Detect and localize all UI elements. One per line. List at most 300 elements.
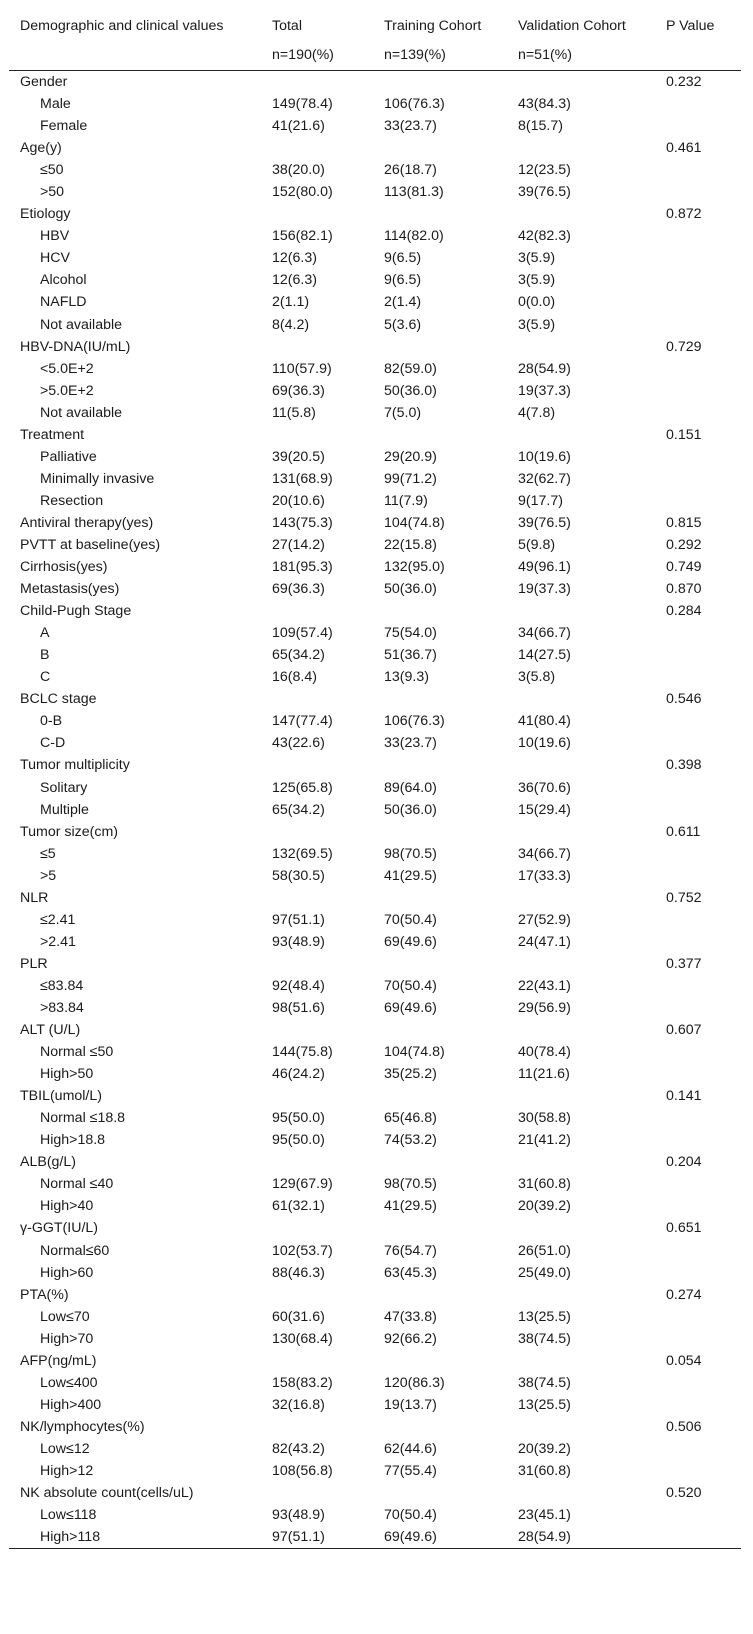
table-row (9, 468, 741, 490)
cell-training: 92(66.2) (384, 1330, 437, 1347)
row-label: Not available (40, 316, 123, 333)
cell-validation: 3(5.9) (518, 316, 556, 333)
cell-total: 2(1.1) (272, 294, 310, 311)
table-row (9, 997, 741, 1019)
row-label: Tumor size(cm) (20, 823, 118, 840)
cell-p-value: 0.151 (666, 426, 702, 443)
cell-p-value: 0.872 (666, 206, 702, 223)
cell-validation (507, 1217, 655, 1239)
table-row (9, 1085, 741, 1107)
table-row (9, 1328, 741, 1350)
cell-training: 120(86.3) (384, 1374, 445, 1391)
table-row (9, 402, 741, 424)
cell-p-value (655, 865, 741, 887)
row-label: Low≤400 (40, 1374, 98, 1391)
row-label: High>12 (40, 1462, 94, 1479)
cell-training (373, 424, 507, 446)
cell-p-value (655, 799, 741, 821)
cell-p-value (655, 997, 741, 1019)
cell-training: 69(49.6) (384, 999, 437, 1016)
table-row (9, 688, 741, 710)
row-label: BCLC stage (20, 691, 97, 708)
cell-total: 93(48.9) (272, 1507, 325, 1524)
cell-total: 144(75.8) (272, 1044, 333, 1061)
cell-total: 152(80.0) (272, 184, 333, 201)
row-label: C (40, 669, 51, 686)
table-row (9, 1284, 741, 1306)
cell-total: 156(82.1) (272, 228, 333, 245)
cell-validation: 13(25.5) (518, 1396, 571, 1413)
table-row (9, 269, 741, 291)
row-label: High>400 (40, 1396, 102, 1413)
cell-p-value: 0.729 (666, 338, 702, 355)
cell-p-value (655, 159, 741, 181)
cell-p-value: 0.292 (666, 537, 702, 553)
cell-training (373, 688, 507, 710)
cell-p-value: 0.815 (666, 514, 702, 531)
cell-validation: 34(66.7) (518, 625, 571, 642)
cell-p-value (655, 622, 741, 644)
table-row (9, 336, 741, 358)
row-label: ALT (U/L) (20, 1022, 81, 1039)
cell-validation: 20(39.2) (518, 1198, 571, 1215)
row-label: PTA(%) (20, 1286, 69, 1303)
row-label: Low≤12 (40, 1440, 90, 1457)
cell-training: 99(71.2) (384, 470, 437, 487)
row-label: TBIL(umol/L) (20, 1088, 102, 1105)
cell-total: 108(56.8) (272, 1462, 333, 1479)
cell-total: 92(48.4) (272, 977, 325, 994)
row-label: Palliative (40, 448, 97, 465)
cell-training: 9(6.5) (384, 272, 422, 289)
table-row (9, 710, 741, 732)
cell-training: 29(20.9) (384, 448, 437, 465)
cell-validation: 9(17.7) (518, 492, 563, 509)
table-row (9, 1063, 741, 1085)
table-row (9, 821, 741, 843)
cell-total: 60(31.6) (272, 1308, 325, 1325)
row-label: NK absolute count(cells/uL) (20, 1485, 194, 1502)
table-row (9, 600, 741, 622)
cell-total: 93(48.9) (272, 933, 325, 950)
cell-total (261, 1284, 373, 1306)
row-label: PVTT at baseline(yes) (20, 537, 161, 553)
cell-validation: 3(5.8) (518, 669, 556, 686)
table-row (9, 1394, 741, 1416)
cell-training: 114(82.0) (384, 228, 444, 245)
cell-training (373, 203, 507, 225)
cell-p-value (655, 975, 741, 997)
table-row (9, 380, 741, 402)
table-row (9, 225, 741, 247)
cell-total: 27(14.2) (272, 537, 325, 553)
cell-total: 58(30.5) (272, 867, 325, 884)
cell-total: 158(83.2) (272, 1374, 333, 1391)
cell-training: 50(36.0) (384, 581, 437, 598)
cell-validation: 27(52.9) (518, 911, 571, 928)
cell-p-value: 0.749 (666, 559, 702, 576)
table-row (9, 953, 741, 975)
cell-validation: 3(5.9) (518, 272, 556, 289)
table-row (9, 799, 741, 821)
cell-training: 65(46.8) (384, 1110, 437, 1127)
cell-total (261, 754, 373, 776)
cell-total (261, 600, 373, 622)
cell-total: 65(34.2) (272, 647, 325, 664)
cell-p-value (655, 314, 741, 336)
cell-total: 95(50.0) (272, 1132, 325, 1149)
row-label: HBV-DNA(IU/mL) (20, 338, 131, 355)
cell-total: 46(24.2) (272, 1066, 325, 1083)
header-p-value: P Value (666, 18, 715, 34)
cell-total (261, 1217, 373, 1239)
cell-p-value (655, 402, 741, 424)
cell-total (261, 1416, 373, 1438)
cell-validation: 19(37.3) (518, 382, 571, 399)
cell-training: 62(44.6) (384, 1440, 437, 1457)
count-variable (9, 44, 261, 71)
table-row (9, 490, 741, 512)
cell-training: 132(95.0) (384, 559, 445, 576)
cell-total: 41(21.6) (272, 118, 325, 135)
cell-validation: 11(21.6) (518, 1066, 570, 1083)
cell-p-value (655, 931, 741, 953)
cell-p-value (655, 1195, 741, 1217)
cell-p-value: 0.752 (666, 889, 702, 906)
cell-training (373, 71, 507, 94)
table-body (9, 71, 741, 1549)
row-label: C-D (40, 735, 66, 752)
table-row (9, 1019, 741, 1041)
cell-total: 97(51.1) (261, 1526, 373, 1549)
table-row (9, 843, 741, 865)
cell-p-value (655, 1173, 741, 1195)
row-label: NLR (20, 889, 49, 906)
table-row (9, 1438, 741, 1460)
table-row (9, 181, 741, 203)
cell-validation: 38(74.5) (518, 1374, 571, 1391)
cell-p-value (655, 666, 741, 688)
table-row (9, 1217, 741, 1239)
cell-total: 20(10.6) (272, 492, 325, 509)
cell-training (373, 953, 507, 975)
cell-p-value (655, 1526, 741, 1549)
table-row (9, 909, 741, 931)
cell-validation: 23(45.1) (518, 1507, 571, 1524)
row-label: >5 (40, 867, 57, 884)
cell-total: 38(20.0) (272, 162, 325, 179)
cell-total (261, 1085, 373, 1107)
cell-total (261, 1151, 373, 1173)
cell-p-value (655, 1460, 741, 1482)
cell-training: 50(36.0) (384, 382, 437, 399)
table-row (9, 666, 741, 688)
cell-total: 65(34.2) (272, 801, 325, 818)
cell-training: 5(3.6) (384, 316, 422, 333)
cell-training: 104(74.8) (384, 514, 445, 531)
table-row (9, 1239, 741, 1261)
row-label: Minimally invasive (40, 470, 155, 487)
table-row (9, 534, 741, 556)
row-label: Solitary (40, 779, 88, 796)
cell-training (373, 336, 507, 358)
cell-p-value (655, 1262, 741, 1284)
cell-validation (507, 887, 655, 909)
row-label: Normal ≤40 (40, 1176, 114, 1193)
cell-total: 39(20.5) (272, 448, 325, 465)
header-validation: Validation Cohort (518, 18, 626, 34)
row-label: Gender (20, 74, 68, 91)
header-variable: Demographic and clinical values (20, 18, 224, 34)
row-label: Tumor multiplicity (20, 757, 130, 774)
count-p-value (655, 44, 741, 71)
row-label: Treatment (20, 426, 85, 443)
cell-validation (507, 1416, 655, 1438)
cell-validation: 12(23.5) (518, 162, 571, 179)
cell-total (261, 688, 373, 710)
cell-total: 32(16.8) (272, 1396, 325, 1413)
table-row (9, 1526, 741, 1549)
table-row (9, 1195, 741, 1217)
cell-training: 106(76.3) (384, 96, 445, 113)
row-label: AFP(ng/mL) (20, 1352, 97, 1369)
cell-total: 181(95.3) (272, 559, 333, 576)
row-label: Etiology (20, 206, 71, 223)
row-label: Male (40, 96, 71, 113)
cell-validation (507, 1019, 655, 1041)
cell-total: 61(32.1) (272, 1198, 325, 1215)
cell-training: 35(25.2) (384, 1066, 437, 1083)
cell-total: 82(43.2) (272, 1440, 325, 1457)
cell-training: 69(49.6) (384, 933, 437, 950)
cell-total: 11(5.8) (272, 404, 316, 421)
cell-p-value (655, 843, 741, 865)
cell-total: 88(46.3) (272, 1264, 325, 1281)
cell-p-value (655, 1372, 741, 1394)
cell-p-value: 0.377 (666, 955, 702, 972)
row-label: Alcohol (40, 272, 87, 289)
row-label: Normal ≤18.8 (40, 1110, 126, 1127)
cell-p-value: 0.054 (666, 1352, 702, 1369)
cell-p-value (655, 644, 741, 666)
cell-training: 70(50.4) (384, 977, 437, 994)
cell-p-value (655, 1306, 741, 1328)
cell-validation: 13(25.5) (518, 1308, 571, 1325)
table-row (9, 1504, 741, 1526)
cell-training: 104(74.8) (384, 1044, 445, 1061)
cell-p-value (655, 247, 741, 269)
cell-p-value: 0.607 (666, 1022, 702, 1039)
table-row (9, 203, 741, 225)
cell-p-value: 0.870 (666, 581, 702, 598)
table-row (9, 247, 741, 269)
cell-total: 143(75.3) (272, 514, 333, 531)
cell-validation: 24(47.1) (518, 933, 571, 950)
cell-validation: 28(54.9) (518, 360, 571, 377)
row-label: <5.0E+2 (40, 360, 94, 377)
cell-training: 33(23.7) (384, 735, 437, 752)
cell-total (261, 1350, 373, 1372)
cell-total: 43(22.6) (272, 735, 325, 752)
row-label: PLR (20, 955, 48, 972)
cell-validation: 39(76.5) (518, 184, 571, 201)
row-label: High>70 (40, 1330, 94, 1347)
table-row (9, 159, 741, 181)
cell-total (261, 424, 373, 446)
cell-total: 69(36.3) (272, 581, 325, 598)
cell-training: 63(45.3) (384, 1264, 437, 1281)
cell-total: 125(65.8) (272, 779, 333, 796)
cell-p-value: 0.274 (666, 1286, 702, 1303)
cell-training (373, 754, 507, 776)
cell-p-value (655, 93, 741, 115)
demographic-clinical-table (9, 8, 741, 1549)
cell-total: 149(78.4) (272, 96, 333, 113)
cell-validation (507, 688, 655, 710)
cell-validation: 19(37.3) (518, 581, 571, 598)
cell-p-value (655, 1239, 741, 1261)
row-label: High>18.8 (40, 1132, 106, 1149)
table-row (9, 1306, 741, 1328)
cell-validation: 38(74.5) (518, 1330, 571, 1347)
row-label: High>40 (40, 1198, 94, 1215)
cell-p-value (655, 732, 741, 754)
cell-training (373, 137, 507, 159)
table-row (9, 644, 741, 666)
cell-training: 89(64.0) (384, 779, 437, 796)
cell-validation: 10(19.6) (518, 448, 571, 465)
row-label: Cirrhosis(yes) (20, 559, 108, 576)
table-row (9, 887, 741, 909)
cell-p-value (655, 1504, 741, 1526)
cell-training: 11(7.9) (384, 492, 428, 509)
count-validation: n=51(%) (507, 44, 655, 71)
table-header (9, 8, 741, 71)
cell-training: 7(5.0) (384, 404, 422, 421)
row-label: ≤50 (40, 162, 64, 179)
row-label: Multiple (40, 801, 89, 818)
table-row (9, 1041, 741, 1063)
count-training: n=139(%) (373, 44, 507, 71)
cell-p-value (655, 468, 741, 490)
cell-validation (507, 953, 655, 975)
cell-training: 75(54.0) (384, 625, 437, 642)
row-label: NK/lymphocytes(%) (20, 1418, 145, 1435)
table-row (9, 931, 741, 953)
row-label: γ-GGT(IU/L) (20, 1220, 99, 1237)
cell-validation (507, 1085, 655, 1107)
cell-p-value: 0.546 (666, 691, 702, 708)
cell-training (373, 1019, 507, 1041)
row-label: High>60 (40, 1264, 94, 1281)
cell-training: 50(36.0) (384, 801, 437, 818)
cell-validation: 41(80.4) (518, 713, 571, 730)
cell-validation: 30(58.8) (518, 1110, 571, 1127)
cell-training (373, 887, 507, 909)
row-label: Metastasis(yes) (20, 581, 120, 598)
cell-p-value: 0.461 (666, 140, 702, 157)
cell-validation: 22(43.1) (518, 977, 571, 994)
cell-total (261, 1482, 373, 1504)
cell-p-value (655, 490, 741, 512)
cell-total (261, 71, 373, 94)
table-row (9, 358, 741, 380)
table-row (9, 1482, 741, 1504)
table-row (9, 115, 741, 137)
row-label: High>50 (40, 1066, 94, 1083)
cell-total: 97(51.1) (272, 911, 325, 928)
cell-p-value (655, 909, 741, 931)
cell-total (261, 336, 373, 358)
cell-p-value (655, 1328, 741, 1350)
cell-total: 131(68.9) (272, 470, 333, 487)
cell-validation: 39(76.5) (518, 514, 571, 531)
cell-training: 41(29.5) (384, 867, 437, 884)
cell-training: 51(36.7) (384, 647, 437, 664)
table-row (9, 777, 741, 799)
cell-validation: 31(60.8) (518, 1176, 571, 1193)
cell-p-value (655, 1063, 741, 1085)
table-row (9, 975, 741, 997)
row-label: ≤2.41 (40, 911, 76, 928)
cell-training: 113(81.3) (384, 184, 444, 201)
table-row (9, 1350, 741, 1372)
cell-training: 13(9.3) (384, 669, 429, 686)
cell-validation: 0(0.0) (518, 294, 556, 311)
cell-p-value (655, 1041, 741, 1063)
cell-training: 47(33.8) (384, 1308, 437, 1325)
cell-total: 132(69.5) (272, 845, 333, 862)
cell-training (373, 600, 507, 622)
cell-total (261, 1019, 373, 1041)
table-row (9, 424, 741, 446)
cell-validation: 34(66.7) (518, 845, 571, 862)
row-label: >5.0E+2 (40, 382, 94, 399)
cell-p-value: 0.398 (666, 757, 702, 774)
cell-total: 130(68.4) (272, 1330, 333, 1347)
cell-p-value (655, 1438, 741, 1460)
cell-total: 12(6.3) (272, 272, 317, 289)
cell-p-value: 0.520 (666, 1485, 702, 1502)
cell-p-value (655, 1129, 741, 1151)
table-row (9, 732, 741, 754)
cell-validation: 40(78.4) (518, 1044, 571, 1061)
cell-validation: 8(15.7) (518, 118, 563, 135)
cell-total: 95(50.0) (272, 1110, 325, 1127)
cell-validation (507, 600, 655, 622)
cell-total: 12(6.3) (272, 250, 317, 267)
cell-validation: 43(84.3) (518, 96, 571, 113)
cell-total: 147(77.4) (272, 713, 333, 730)
cell-p-value (655, 181, 741, 203)
cell-p-value: 0.611 (666, 823, 701, 840)
row-label: Female (40, 118, 88, 135)
row-label: 0-B (40, 713, 63, 730)
table-row (9, 622, 741, 644)
header-row (9, 8, 741, 44)
cell-p-value (655, 358, 741, 380)
cell-p-value (655, 291, 741, 313)
cell-validation (507, 754, 655, 776)
cell-p-value: 0.141 (666, 1088, 702, 1105)
row-label: HCV (40, 250, 70, 267)
table-row (9, 512, 741, 534)
cell-p-value (655, 1107, 741, 1129)
cell-validation: 10(19.6) (518, 735, 571, 752)
cell-training (373, 821, 507, 843)
table-row (9, 1129, 741, 1151)
cell-training: 26(18.7) (384, 162, 437, 179)
